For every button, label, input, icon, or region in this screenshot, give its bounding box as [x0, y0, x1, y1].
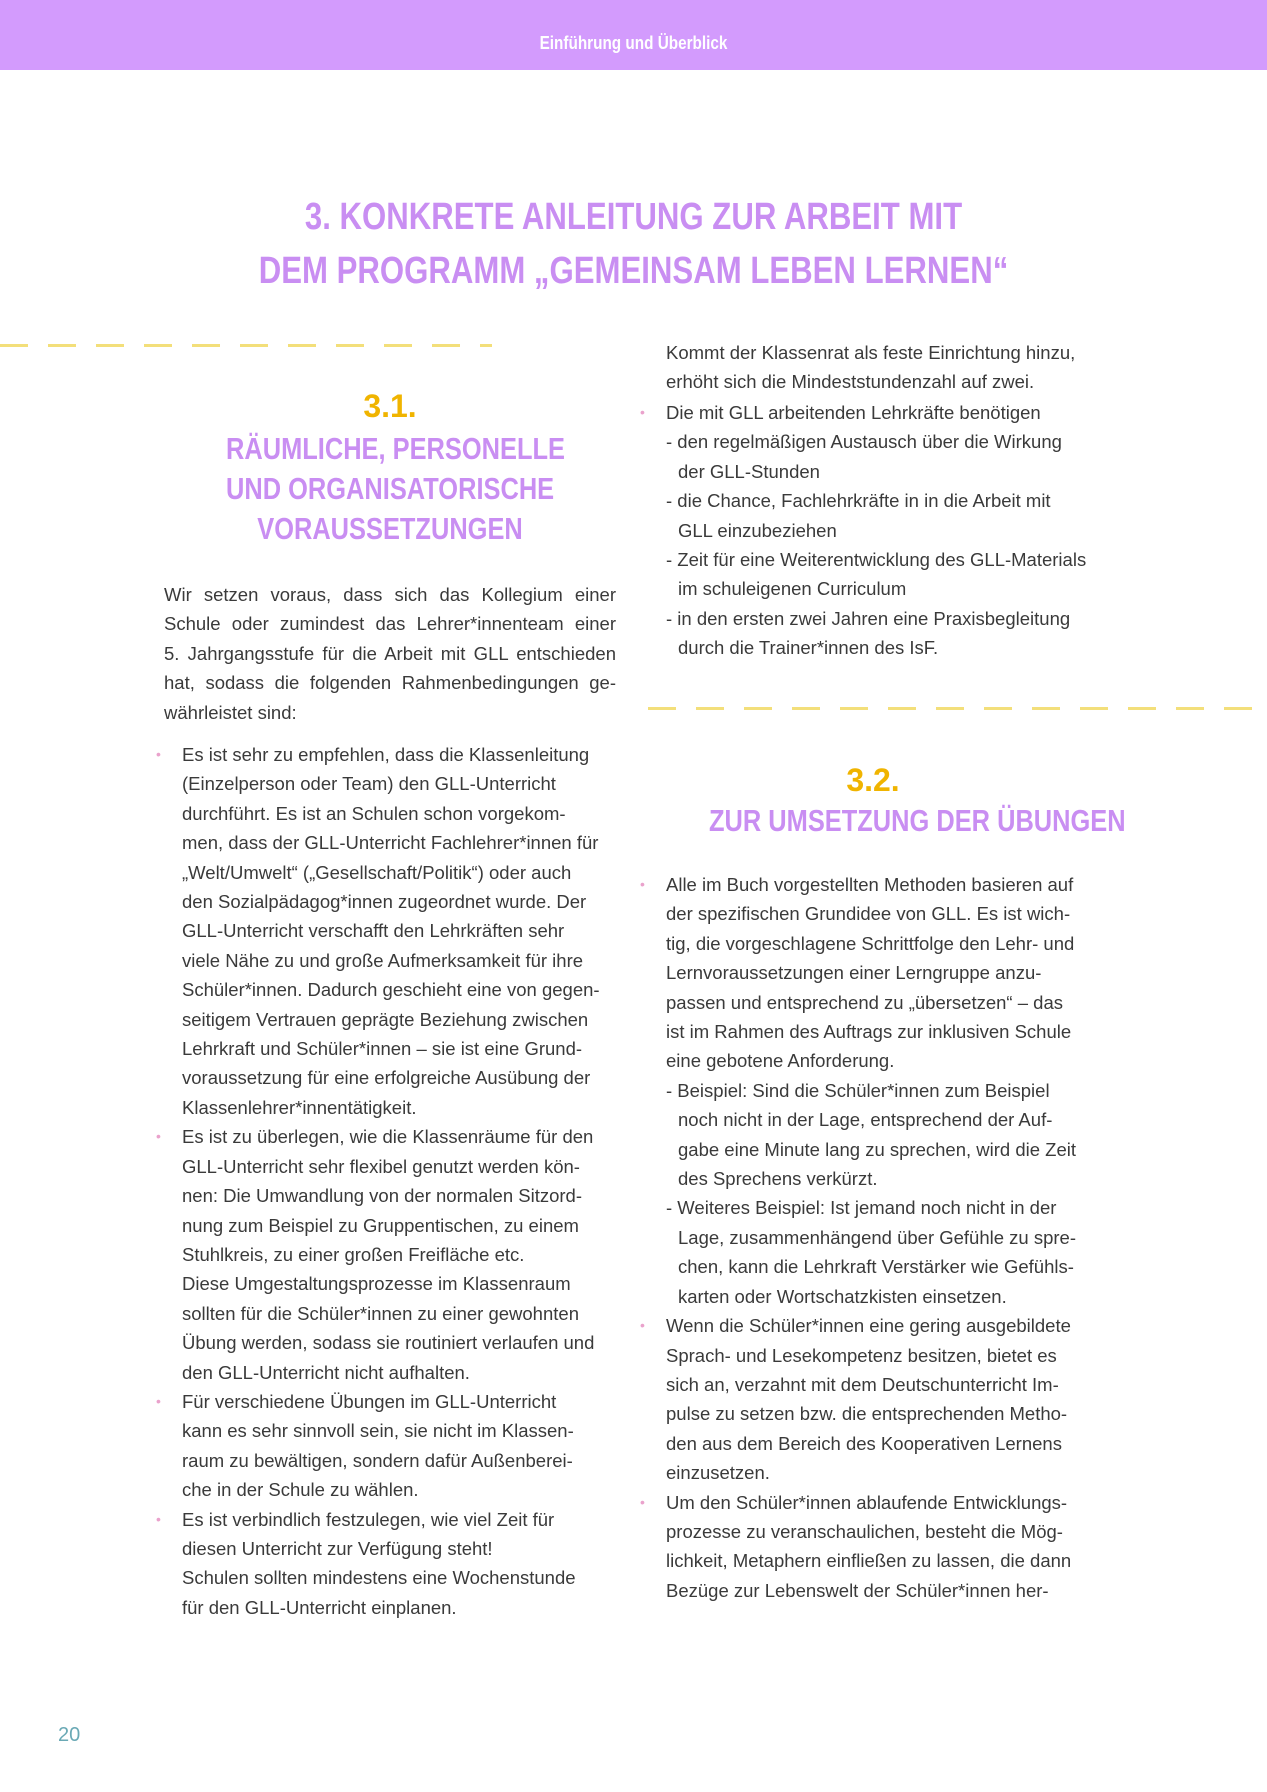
text-line: - die Chance, Fachlehrkräfte in in die Arbeit mit: [666, 490, 1051, 512]
bullet-icon: •: [640, 404, 645, 420]
sub-list-item: [666, 545, 1108, 604]
sub-list-item: [666, 1076, 1108, 1194]
divider-dashes: [0, 344, 492, 347]
text-line: ist im Rahmen des Auftrags zur inklusiven Schule: [666, 1021, 1072, 1043]
list-item: [640, 1311, 1108, 1487]
text-line: lichkeit, Metaphern einfließen zu lassen, die dann: [666, 1550, 1072, 1572]
text-line: einzusetzen.: [666, 1462, 770, 1484]
bullet-list: [156, 740, 624, 1622]
text-line: seitigem Vertrauen geprägte Beziehung zwischen: [182, 1008, 589, 1030]
text-line: erhöht sich die Mindeststundenzahl auf zwei.: [666, 371, 1035, 393]
text-line: - in den ersten zwei Jahren eine Praxisbegleitung: [666, 607, 1071, 629]
text-line: Sprach- und Lesekompetenz besitzen, bietet es: [666, 1344, 1057, 1366]
text-line: Um den Schüler*innen ablaufende Entwicklungs-: [666, 1491, 1068, 1513]
text-line: diesen Unterricht zur Verfügung steht!: [182, 1537, 493, 1559]
list-item: [156, 1505, 624, 1623]
chapter-title-line: 3. KONKRETE ANLEITUNG ZUR ARBEIT MIT: [304, 196, 963, 238]
list-item: [156, 1122, 624, 1387]
section-title: [673, 801, 1126, 841]
text-line: Bezüge zur Lebenswelt der Schüler*innen her-: [666, 1579, 1049, 1601]
text-line: Lernvoraussetzungen einer Lerngruppe anzu-: [666, 962, 1042, 984]
text-line: Alle im Buch vorgestellten Methoden basieren auf: [666, 874, 1074, 895]
section-title-line: RÄUMLICHE, PERSONELLE: [226, 431, 565, 466]
bullet-icon: •: [640, 876, 645, 892]
text-line: den GLL-Unterricht nicht aufhalten.: [182, 1361, 470, 1383]
text-line: che in der Schule zu wählen.: [182, 1479, 419, 1501]
text-line: durchführt. Es ist an Schulen schon vorgekom-: [182, 802, 566, 824]
bullet-icon: •: [156, 1510, 161, 1527]
text-line: Für verschiedene Übungen im GLL-Unterricht: [182, 1390, 557, 1412]
sub-list-item: [666, 486, 1108, 545]
text-line: Schüler*innen. Dadurch geschieht eine von gegen-: [182, 979, 600, 1001]
text-line: nung zum Beispiel zu Gruppentischen, zu einem: [182, 1214, 579, 1236]
text-line: hat, sodass die folgenden Rahmenbedingungen ge-: [164, 672, 616, 694]
chapter-title: [0, 190, 1267, 298]
page-number: 20: [58, 1724, 81, 1746]
text-line: viele Nähe zu und große Aufmerksamkeit für ihre: [182, 949, 584, 971]
text-line: noch nicht in der Lage, entsprechend der Auf-: [678, 1109, 1053, 1131]
text-line: den aus dem Bereich des Kooperativen Lernens: [666, 1432, 1062, 1454]
text-line: „Welt/Umwelt“ („Gesellschaft/Politik“) oder auch: [182, 861, 572, 883]
text-line: Die mit GLL arbeitenden Lehrkräfte benötigen: [666, 402, 1041, 423]
text-line: Diese Umgestaltungsprozesse im Klassenraum: [182, 1273, 571, 1295]
intro-paragraph: [164, 580, 616, 727]
text-line: Klassenlehrer*innentätigkeit.: [182, 1096, 417, 1118]
section-title-line: ZUR UMSETZUNG DER ÜBUNGEN: [709, 803, 1126, 838]
divider-dashes: [648, 707, 1267, 710]
text-line: Lehrkraft und Schüler*innen – sie ist eine Grund-: [182, 1038, 583, 1060]
text-line: im schuleigenen Curriculum: [678, 578, 907, 600]
text-line: Stuhlkreis, zu einer großen Freifläche etc.: [182, 1243, 525, 1265]
sub-list-item: [666, 1193, 1108, 1311]
text-line: men, dass der GLL-Unterricht Fachlehrer*innen für: [182, 832, 599, 854]
list-item: [156, 1387, 624, 1505]
text-line: Schule oder zumindest das Lehrer*innenteam einer: [164, 613, 616, 635]
list-item: [640, 398, 1108, 663]
text-line: den Sozialpädagog*innen zugeordnet wurde. Der: [182, 891, 587, 913]
text-line: karten oder Wortschatzkisten einsetzen.: [678, 1285, 1007, 1307]
chapter-title-line: DEM PROGRAMM „GEMEINSAM LEBEN LERNEN“: [258, 250, 1009, 292]
text-line: eine gebotene Anforderung.: [666, 1050, 895, 1072]
text-line: passen und entsprechend zu „übersetzen“ – das: [666, 991, 1063, 1013]
text-line: für den GLL-Unterricht einplanen.: [182, 1596, 457, 1618]
section-title-line: VORAUSSETZUNGEN: [257, 511, 523, 546]
text-line: voraussetzung für eine erfolgreiche Ausübung der: [182, 1067, 591, 1089]
bullet-list: [640, 870, 1108, 1605]
text-line: Wir setzen voraus, dass sich das Kollegium einer: [164, 584, 616, 605]
running-header: [0, 0, 1267, 70]
section-number: 3.2.: [846, 762, 900, 798]
bullet-icon: •: [156, 1128, 161, 1145]
sub-list-item: [666, 604, 1108, 663]
text-line: Es ist verbindlich festzulegen, wie viel Zeit für: [182, 1508, 555, 1530]
text-line: währleistet sind:: [164, 701, 297, 723]
text-line: Lage, zusammenhängend über Gefühle zu spre-: [678, 1226, 1077, 1248]
text-line: chen, kann die Lehrkraft Verstärker wie Gefühls-: [678, 1256, 1074, 1278]
bullet-icon: •: [640, 1493, 645, 1510]
text-line: GLL-Unterricht sehr flexibel genutzt werden kön-: [182, 1155, 580, 1177]
text-line: der spezifischen Grundidee von GLL. Es ist wich-: [666, 903, 1071, 925]
text-line: - Zeit für eine Weiterentwicklung des GLL-Materials: [666, 549, 1087, 571]
text-line: sich an, verzahnt mit dem Deutschunterricht Im-: [666, 1373, 1059, 1395]
text-line: Übung werden, sodass sie routiniert verlaufen und: [182, 1332, 595, 1354]
text-line: nen: Die Umwandlung von der normalen Sitzord-: [182, 1185, 583, 1207]
text-line: des Sprechens verkürzt.: [678, 1168, 878, 1190]
section-title: [190, 429, 590, 549]
section-title-line: UND ORGANISATORISCHE: [226, 471, 555, 506]
bullet-icon: •: [156, 746, 161, 762]
text-line: - Beispiel: Sind die Schüler*innen zum Beispiel: [666, 1079, 1050, 1101]
text-line: Es ist sehr zu empfehlen, dass die Klassenleitung: [182, 744, 590, 765]
bullet-icon: •: [156, 1392, 161, 1409]
text-line: kann es sehr sinnvoll sein, sie nicht im Klassen-: [182, 1420, 574, 1442]
list-item: [156, 740, 624, 1122]
bullet-list: [640, 398, 1108, 663]
list-item: [640, 1488, 1108, 1606]
text-line: Kommt der Klassenrat als feste Einrichtung hinzu,: [666, 342, 1076, 363]
text-line: pulse zu setzen bzw. die entsprechenden Metho-: [666, 1403, 1068, 1425]
sub-list-item: [666, 427, 1108, 486]
text-line: durch die Trainer*innen des IsF.: [678, 637, 939, 659]
text-line: (Einzelperson oder Team) den GLL-Unterricht: [182, 773, 556, 795]
text-line: Wenn die Schüler*innen eine gering ausgebildete: [666, 1315, 1071, 1337]
section-number: 3.1.: [363, 388, 417, 424]
text-line: der GLL-Stunden: [678, 460, 820, 482]
text-line: sollten für die Schüler*innen zu einer gewohnten: [182, 1302, 579, 1324]
running-header-text: Einführung und Überblick: [539, 33, 728, 53]
text-line: - den regelmäßigen Austausch über die Wirkung: [666, 431, 1062, 453]
text-line: gabe eine Minute lang zu sprechen, wird die Zeit: [678, 1138, 1076, 1160]
text-line: GLL einzubeziehen: [678, 519, 837, 541]
text-line: - Weiteres Beispiel: Ist jemand noch nicht in der: [666, 1197, 1057, 1219]
text-line: GLL-Unterricht verschafft den Lehrkräften sehr: [182, 920, 565, 942]
text-line: prozesse zu veranschaulichen, besteht die Mög-: [666, 1520, 1063, 1542]
continuation-text: [666, 338, 1106, 397]
text-line: Es ist zu überlegen, wie die Klassenräume für den: [182, 1126, 594, 1148]
bullet-icon: •: [640, 1317, 645, 1334]
text-line: Schulen sollten mindestens eine Wochenstunde: [182, 1567, 576, 1589]
text-line: tig, die vorgeschlagene Schrittfolge den Lehr- und: [666, 932, 1075, 954]
text-line: raum zu bewältigen, sondern dafür Außenberei-: [182, 1449, 573, 1471]
list-item: [640, 870, 1108, 1311]
text-line: 5. Jahrgangsstufe für die Arbeit mit GLL entschieden: [164, 642, 616, 664]
